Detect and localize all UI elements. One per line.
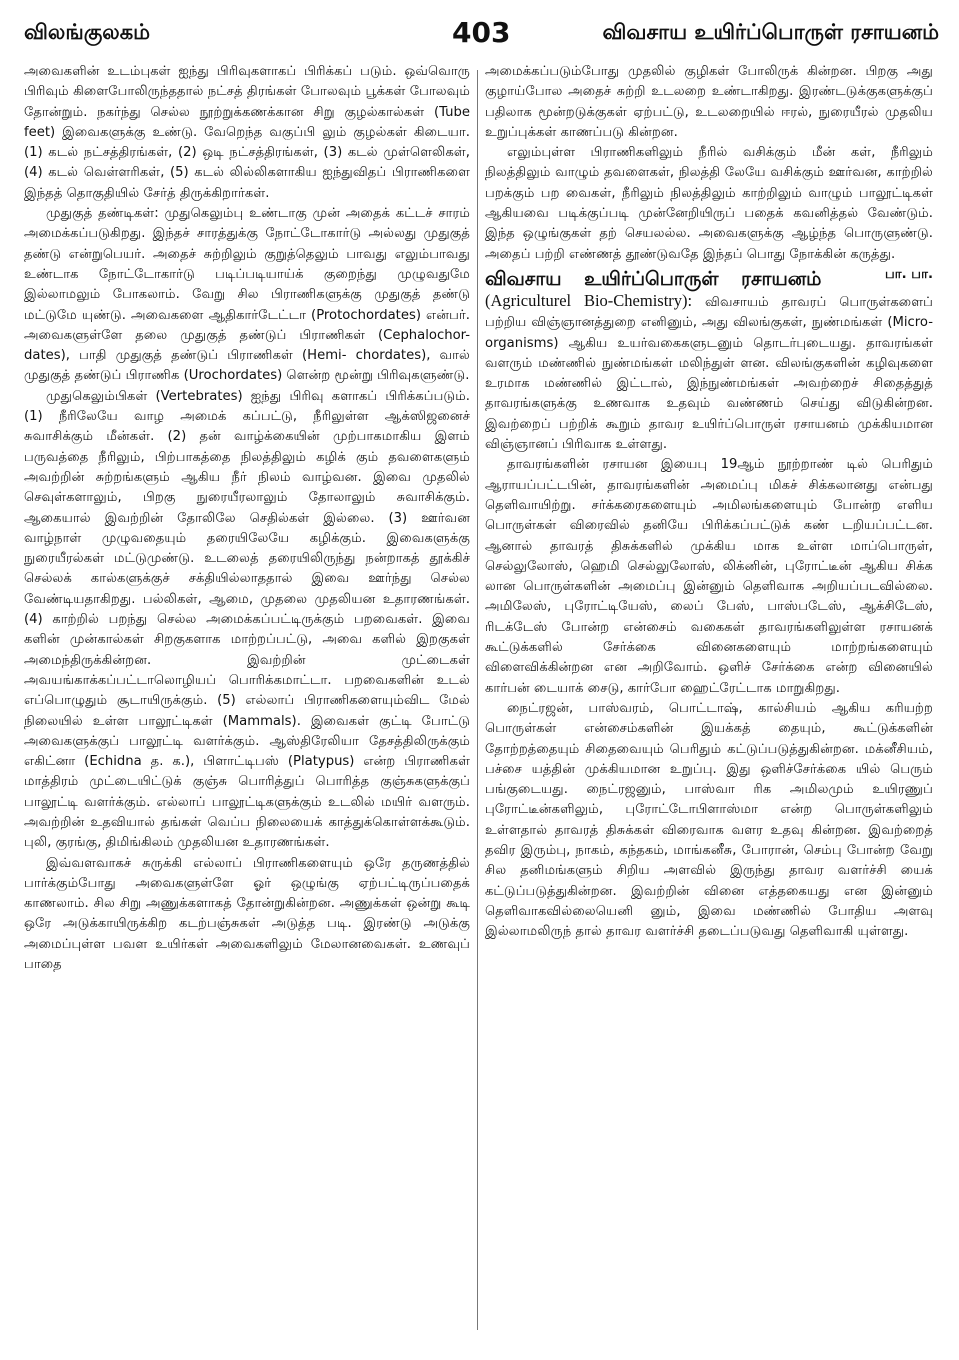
header-right-title: விவசாய உயிர்ப்பொருள் ரசாயனம் — [602, 20, 939, 44]
right-paragraph-4: தாவரங்களின் ரசாயன இயைபு 19ஆம் நூற்றாண் டில் பெரிதும் ஆராயப்பட்டபின், தாவரங்களின் அமைப்பு மிகச் சிக்கலானது என்பது தெளிவாயிற்று. சர்க்கரைகளையும் அமிலங்களையும் போன்ற எளிய பொருள்கள் விரைவில் தனியே பிரிக்கப்பட்டுக் கண் டறியப்பட்டன. ஆனால் தாவரத் திசுக்களில் முக்கிய மாக உள்ள மாப்பொருள், செல்லுலோஸ், ஹெமி செல்லுலோஸ், லிக்னின், புரோட்டீன் ஆகிய சிக்க லான பொருள்களின் அமைப்பு இன்னும் தெளிவாக அறியப்படவில்லை. அமிலேஸ், புரோட்டியேஸ், லைப் பேஸ், பாஸ்படேஸ், ஆக்சிடேஸ், ரிடக்டேஸ் போன்ற என்சைம் வகைகள் தாவரங்களிலுள்ள ரசாயனக் கூட்டுக்களில் சேர்க்கை வினைகளையும் மாற்றங்களையும் விளைவிக்கின்றன என அறிவோம். ஒளிச் சேர்க்கை என்ற வினையில் கார்பன் டையாக் சைடு, கார்போ ஹைட்ரேட்டாக மாறுகிறது. — [485, 457, 933, 696]
left-paragraph-3: முதுகெலும்பிகள் (Vertebrates) ஐந்து பிரிவு களாகப் பிரிக்கப்படும். (1) நீரிலேயே வாழ அமைக் கப்பட்டு, நீரிலுள்ள ஆக்ஸிஜனைச் சுவாசிக்கும் மீன்கள். (2) தன் வாழ்க்கையின் முற்பாகமாகிய இளம் பருவத்தை நீரிலும், பிற்பாகத்தை நிலத்திலும் கழிக் கும் தவளைகளும் அவற்றின் சுற்றங்களும் ஆகிய நீர் நிலம் வாழ்வன. இவை முதலில் செவுள்களாலும், பிறகு நுரையீரலாலும் தோலாலும் சுவாசிக்கும். ஆகையால் இவற்றின் தோலிலே செதில்கள் இல்லை. (3) ஊர்வன வாழ்நாள் முழுவதையும் தரையிலேயே கழிக்கும். இவைகளுக்கு நுரையீரல்கள் மட்டுமுண்டு. உடலைத் தரையிலிருந்து நன்றாகத் தூக்கிச் செல்லக் கால்களுக்குச் சக்தியில்லாததால் இவை ஊர்ந்து செல்ல வேண்டியதாகிறது. பல்லிகள், ஆமை, முதலை முதலியன உதாரணங்கள். (4) காற்றில் பறந்து செல்ல அமைக்கப்பட்டிருக்கும் பறவைகள். இவை களின் முன்கால்கள் சிறகுகளாக மாற்றப்பட்டு, அவை களில் இறகுகள் அமைந்திருக்கின்றன. இவற்றின் முட்டைகள் அவயங்காக்கப்பட்டாலொழியப் பொரிக்கமாட்டா. பறவைகளின் உடல் எப்பொழுதும் சூடாயிருக்கும். (5) எல்லாப் பிராணிகளையும்விட மேல் நிலையில் உள்ள பாலூட்டிகள் (Mammals). இவைகள் குட்டி போட்டு அவைகளுக்குப் பாலூட்டி வளர்க்கும். ஆஸ்திரேலியா தேசத்திலிருக்கும் எகிட்னா (Echidna த. க.), பிளாட்டிபஸ் (Platypus) என்ற பிராணிகள் மாத்திரம் முட்டையிட்டுக் குஞ்சு பொரித்துப் பொரித்த குஞ்சுகளுக்குப் பாலூட்டி வளர்க்கும். எல்லாப் பாலூட்டிகளுக்கும் உடலில் மயிர் வளரும். அவற்றின் உதவியால் தங்கள் வெப்ப நிலையைக் காத்துக்கொள்ளக்கூடும். புலி, குரங்கு, திமிங்கிலம் முதலியன உதாரணங்கள். — [24, 388, 470, 851]
page-number: 403 — [452, 16, 511, 49]
right-column — [485, 62, 933, 1352]
article-lead-term: (Agriculturel Bio-Chemistry): — [485, 290, 693, 310]
right-paragraph-3 — [485, 291, 933, 455]
column-divider — [477, 70, 478, 1330]
right-paragraph-5: நைட்ரஜன், பாஸ்வரம், பொட்டாஷ், கால்சியம் ஆகிய கரியற்ற பொருள்கள் என்சைம்களின் இயக்கத் தையும், கூட்டுக்களின் தோற்றத்தையும் சிதைவையும் பெரிதும் கட்டுப்படுத்துகின்றன. மக்னீசியம், பச்சை யத்தின் முக்கியமான உறுப்பு. இது ஒளிச்சேர்க்கை யில் பெரும் பங்குடையது. நைட்ரஜனும், பாஸ்வா ரிக அமிலமும் உயிரணுப் புரோட்டீன்களிலும், புரோட்டோபிளாஸ்மா என்ற பொருள்களிலும் உள்ளதால் தாவரத் திசுக்கள் விரைவாக வளர உதவு கின்றன. இவற்றைத் தவிர இரும்பு, நாகம், கந்தகம், மாங்கனீசு, போரான், செம்பு போன்ற வேறு சில தனிமங்களும் சிறிய அளவில் இருந்து தாவர வளர்ச்சி யைக் கட்டுப்படுத்துகின்றன. இவற்றின் வினை எத்தகையது என இன்னும் தெளிவாகவில்லையெனி னும், இவை மண்ணில் போதிய அளவு இல்லாமலிருந் தால் தாவர வளர்ச்சி தடைப்படுவது தெளிவாகி யுள்ளது. — [485, 700, 933, 940]
header-left-title: விலங்குலகம் — [24, 20, 151, 44]
left-column — [24, 62, 470, 1352]
right-paragraph-1: அமைக்கப்படும்போது முதலில் குழிகள் போலிருக் கின்றன. பிறகு அது குழாய்போல அதைச் சுற்றி உடலறை உண்டாகிறது. இரண்டடுக்குகளுக்குப் பதிலாக மூன்றடுக்குகள் ஏற்பட்டு, உடலறையில் ஈரல், நுரையீரல் முதலிய உறுப்புக்கள் காணப்படு கின்றன. — [485, 64, 933, 140]
right-paragraph-2-text: எலும்புள்ள பிராணிகளிலும் நீரில் வசிக்கும் மீன் கள், நீரிலும் நிலத்திலும் வாழும் தவளைகள், நிலத்தி லேயே வசிக்கும் ஊர்வன, காற்றில் பறக்கும் பற வைகள், நீரிலும் நிலத்திலும் காற்றிலும் வாழும் பாலூட்டிகள் ஆகியவை படிக்குப்படி முன்னேறியிருப் பதைக் கவனித்தல் வேண்டும். இந்த ஒழுங்குகள் தற் செயலல்ல. அவைகளுக்கு ஆழ்ந்த பொருளுண்டு. அதைப் பற்றி எண்ணத் தூண்டுவதே இந்தப் பொது நோக்கின் கருத்து. — [485, 145, 933, 262]
left-paragraph-1: அவைகளின் உடம்புகள் ஐந்து பிரிவுகளாகப் பிரிக்கப் படும். ஒவ்வொரு பிரிவும் கிளைபோலிருந்ததால் நட்சத் திரங்கள் போலவும் பூக்கள் போலவும் தோன்றும். நகர்ந்து செல்ல நூற்றுக்கணக்கான சிறு குழல்கால்கள் (Tube feet) இவைகளுக்கு உண்டு. வேறெந்த வகுப்பி லும் குழல்கள் கிடையா. (1) கடல் நட்சத்திரங்கள், (2) ஒடி நட்சத்திரங்கள், (3) கடல் முள்ளெலிகள், (4) கடல் வெள்ளரிகள், (5) கடல் லில்லிகளாகிய ஐந்துவிதப் பிராணிகளை இந்தத் தொகுதியில் சேர்த் திருக்கிறார்கள். — [24, 64, 470, 201]
left-paragraph-4: இவ்வளவாகச் சுருக்கி எல்லாப் பிராணிகளையும் ஒரே தருணத்தில் பார்க்கும்போது அவைகளுள்ளே ஓர் ஒழுங்கு ஏற்பட்டிருப்பதைக் காணலாம். சில சிறு அணுக்களாகத் தோன்றுகின்றன. அணுக்கள் ஒன்று கூடி ஒரே அடுக்காயிருக்கிற கடற்பஞ்சுகள் அடுத்த படி. இரண்டு அடுக்கு அமைப்புள்ள பவள உயிர்கள் அவைகளிலும் மேலானவைகள். உணவுப் பாதை — [24, 855, 470, 973]
article-heading: விவசாய உயிர்ப்பொருள் ரசாயனம் — [485, 267, 822, 290]
page-header — [24, 18, 939, 54]
left-paragraph-2: முதுகுத் தண்டிகள்: முதுகெலும்பு உண்டாகு முன் அதைக் கட்டச் சாரம் அமைக்கப்படுகிறது. இந்தச் சாரத்துக்கு நோட்டோகார்டு அல்லது முதுகுத் தண்டு என்றுபெயர். அதைச் சுற்றிலும் குறுத்தெலும் பாவது எலும்பாவது உண்டாக நோட்டோகார்டு படிப்படியாய்க் குறைந்து முழுவதுமே இல்லாமலும் போகலாம். வேறு சில பிராணிகளுக்கு முதுகுத் தண்டு மட்டுமே யுண்டு. அவைகளை ஆதிகார்டேட்டா (Protochordates) என்பர். அவைகளுள்ளே தலை முதுகுத் தண்டுப் பிராணிகள் (Cephalochor- dates), பாதி முதுகுத் தண்டுப் பிராணிகள் (Hemi- chordates), வால் முதுகுத் தண்டுப் பிராணிக (Urochordates) ளென்ற மூன்று பிரிவுகளுண்டு. — [24, 206, 470, 384]
right-paragraph-3-text: விவசாயம் தாவரப் பொருள்களைப் பற்றிய விஞ்ஞானத்துறை எனினும், அது விலங்குகள், நுண்மங்கள் (Micro-organisms) ஆகிய உயர்வகைகளுடனும் தொடர்புடையது. தாவரங்கள் வளரும் மண்ணில் நுண்மங்கள் மலிந்துள் ளன. விலங்குகளின் கழிவுகளை உரமாக மண்ணில் இட்டால், இந்நுண்மங்கள் அவற்றைச் சிதைத்துத் தாவரங்களுக்கு உணவாக உதவும் வண்ணம் செய்து விடுகின்றன. இவற்றைப் பற்றிக் கூறும் தாவர உயிர்ப்பொருள் ரசாயனம் முக்கியமான விஞ்ஞானப் பிரிவாக உள்ளது. — [485, 294, 933, 453]
author-signature: பா. பா. — [884, 266, 933, 282]
